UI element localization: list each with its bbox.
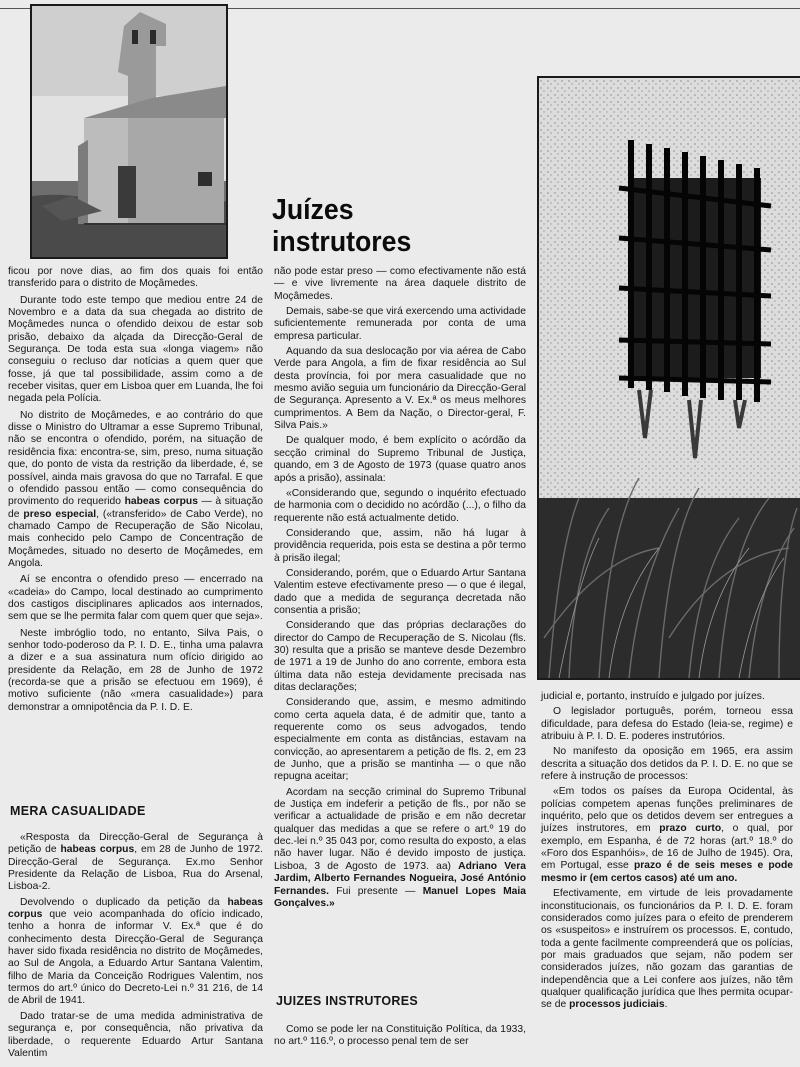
- paragraph: Durante todo este tempo que mediou entre 24 de Novembro e a data da sua chegada ao distrito de Moçâmedes nunca o ofendido deixou de estar sob prisão, debaixo da alçada da Direcção-Geral de Segurança. De toda esta sua «longa viagem» não conseguiu o recluso dar notícias a quem quer que fosse, já que tal possibilidade, assim como a de receber visitas, quer em Lisboa quer em Luanda, lhe foi negada pela Polícia.: [8, 294, 263, 405]
- paragraph: Como se pode ler na Constituição Política, da 1933, no art.º 116.º, o processo penal tem de ser: [274, 1024, 526, 1048]
- paragraph: Aquando da sua deslocação por via aérea de Cabo Verde para Angola, a fim de fixar residência ao Sul desta província, foi por mera casualidade que no mesmo avião seguia um funcionário da Direcção-Geral de Segurança. Apresento a V. Ex.ª os meus melhores cumprimentos. A Bem da Nação, o Director-geral, F. Silva Pais.»: [274, 346, 526, 432]
- paragraph: ficou por nove dias, ao fim dos quais foi então transferido para o distrito de Moçâmedes.: [8, 266, 263, 290]
- paragraph: Neste imbróglio todo, no entanto, Silva Pais, o senhor todo-poderoso da P. I. D. E., tinha uma palavra a dizer e a sua assinatura num ofício dirigido ao presidente da Relação, em 28 de Junho de 1972 (recorda-se que a prisão se efectuou em 1969), é motivo suficiente (não «mera casualidade») para demonstrar a omnipotência da P. I. D. E.: [8, 627, 263, 713]
- paragraph: não pode estar preso — como efectivamente não está — e vive livremente na área daquele distrito de Moçâmedes.: [274, 266, 526, 302]
- paragraph: «Resposta da Direcção-Geral de Segurança à petição de habeas corpus, em 28 de Junho de 1972. Direcção-Geral de Segurança. Ex.mo Senhor Presidente da Relação de Lisboa, Rua do Arsenal, Lisboa-2.: [8, 832, 263, 893]
- article-title: [272, 194, 411, 258]
- column-1-continued: [8, 832, 263, 1060]
- paragraph: Considerando que, assim, e mesmo admitindo como certa aquela data, é de admitir que, tanto a requerente como os seus advogados, tendo especialmente em conta as distâncias, estavam na convicção, ao apresentarem a petição de fls. 2, em 23 de Junho, que a prisão se mantinha — o que não repugna aceitar;: [274, 697, 526, 783]
- paragraph: De qualquer modo, é bem explícito o acórdão da secção criminal do Supremo Tribunal de Justiça, quando, em 3 de Agosto de 1973 (quase quatro anos após a prisão), assinala:: [274, 435, 526, 484]
- barred-window-photo: [537, 76, 800, 680]
- section-heading-mera-casualidade: MERA CASUALIDADE: [10, 804, 146, 818]
- paragraph: Efectivamente, em virtude de leis provadamente inconstitucionais, os funcionários da P. I. D. E. foram considerados como juízes para o efeito de prenderem os «suspeitos» e instruírem os processos. E, contudo, toda a gente facilmente compreenderá que os polícias, por mais graduados que sejam, não podem ser considerados juízes, não gozam das garantias de independência que a Lei confere aos juízes, não têm qualquer qualificação jurídica que lhes permita ocupar-se de processos judiciais.: [541, 888, 793, 1011]
- section-heading-juizes-instrutores: JUIZES INSTRUTORES: [276, 994, 418, 1008]
- paragraph: Aí se encontra o ofendido preso — encerrado na «cadeia» do Campo, local destinado ao cumprimento dos castigos disciplinares aplicados aos internados, sem que se lhe permita falar com quem quer que seja».: [8, 574, 263, 623]
- paragraph: No manifesto da oposição em 1965, era assim descrita a situação dos detidos da P. I. D. E. no que se refere à instrução de processos:: [541, 746, 793, 783]
- column-3: [541, 691, 793, 1012]
- building-illustration: [32, 6, 226, 257]
- column-2-continued: [274, 1024, 526, 1049]
- building-photo: [30, 4, 228, 259]
- title-line-2: instrutores: [272, 226, 412, 258]
- paragraph: Dado tratar-se de uma medida administrativa de segurança e, por consequência, não privativa da liberdade, o requerente Eduardo Artur Santana Valentim: [8, 1010, 263, 1059]
- paragraph: Considerando, porém, que o Eduardo Artur Santana Valentim esteve efectivamente preso — o que é ilegal, dado que a medida de segurança decretada não consentia a prisão;: [274, 567, 526, 616]
- title-line-1: Juízes: [272, 194, 354, 226]
- paragraph: Demais, sabe-se que virá exercendo uma actividade suficientemente remunerada por conta de uma empresa particular.: [274, 306, 526, 342]
- paragraph: Devolvendo o duplicado da petição da habeas corpus que veio acompanhada do ofício indicado, tenho a honra de informar V. Ex.ª que é do conhecimento desta Direcção-Geral de Segurança haver sido fixada residência no distrito de Moçâmedes, ao Sul de Angola, a Eduardo Artur Santana Valentim, filho de Maria da Conceição Rodrigues Valentim, nos termos do art.º único do Decreto-Lei n.º 31 216, de 14 de Abril de 1941.: [8, 896, 263, 1007]
- paragraph: judicial e, portanto, instruído e julgado por juízes.: [541, 691, 765, 702]
- paragraph: No distrito de Moçâmedes, e ao contrário do que disse o Ministro do Ultramar a esse Supremo Tribunal, não se encontra o ofendido, porém, na situação de residência fixa: encontra-se, sim, preso, numa situação que, do ponto de vista da restrição da liberdade, é, se possível, ainda mais gravosa do que no Tarrafal. E que o ofendido passou então — como consequência do provimento do requerido habeas corpus — à situação de preso especial, («transferido» de Cabo Verde), no chamado Campo de Recuperação de São Nicolau, mais conhecido pelo Campo de Concentração de Moçâmedes, situado no deserto de Moçâmedes, em Angola.: [8, 409, 263, 569]
- column-2: [274, 266, 526, 910]
- paragraph: O legislador português, porém, torneou essa dificuldade, para defesa do Estado (leia-se, regime) e atribuiu à P. I. D. E. poderes instrutórios.: [541, 706, 793, 743]
- paragraph: «Considerando que, segundo o inquérito efectuado de harmonia com o decidido no acórdão (...), o filho da requerente não está actualmente detido.: [274, 487, 526, 524]
- paragraph: Acordam na secção criminal do Supremo Tribunal de Justiça em indeferir a petição de fls., por não se verificar a actualidade de prisão e em não decretar qualquer das medidas a que se refere o art.º 19 do dec.-lei n.º 35 043 por, como resulta do exposto, a elas não haver lugar. Não é devido imposto de justiça. Lisboa, 3 de Agosto de 1973. aa) Adriano Vera Jardim, Alberto Fernandes Nogueira, José António Fernandes. Fui presente — Manuel Lopes Maia Gonçalves.»: [274, 786, 526, 909]
- paragraph: Considerando que das próprias declarações do director do Campo de Recuperação de S. Nicolau (fls. 30) resulta que a prisão se manteve desde Dezembro de 1971 a 19 de Junho do ano corrente, embora esta última data não esteja devidamente precisada nas ditas declarações;: [274, 620, 526, 693]
- column-1: [8, 266, 263, 714]
- paragraph: Considerando que, assim, não há lugar à providência requerida, pois esta se destina a pôr termo à prisão ilegal;: [274, 527, 526, 564]
- barred-window-illustration: [539, 78, 800, 678]
- paragraph: «Em todos os países da Europa Ocidental, às polícias competem apenas funções preliminares de inquérito, pelo que os detidos devem ser entregues a juízes instrutores, em prazo curto, o qual, por exemplo, em Espanha, é de 72 horas (art.º 18.º do «Foro dos Espanhóis», de 16 de Julho de 1945). Ora, em Portugal, esse prazo é de seis meses e pode mesmo ir (em certos casos) até um ano.: [541, 786, 793, 884]
